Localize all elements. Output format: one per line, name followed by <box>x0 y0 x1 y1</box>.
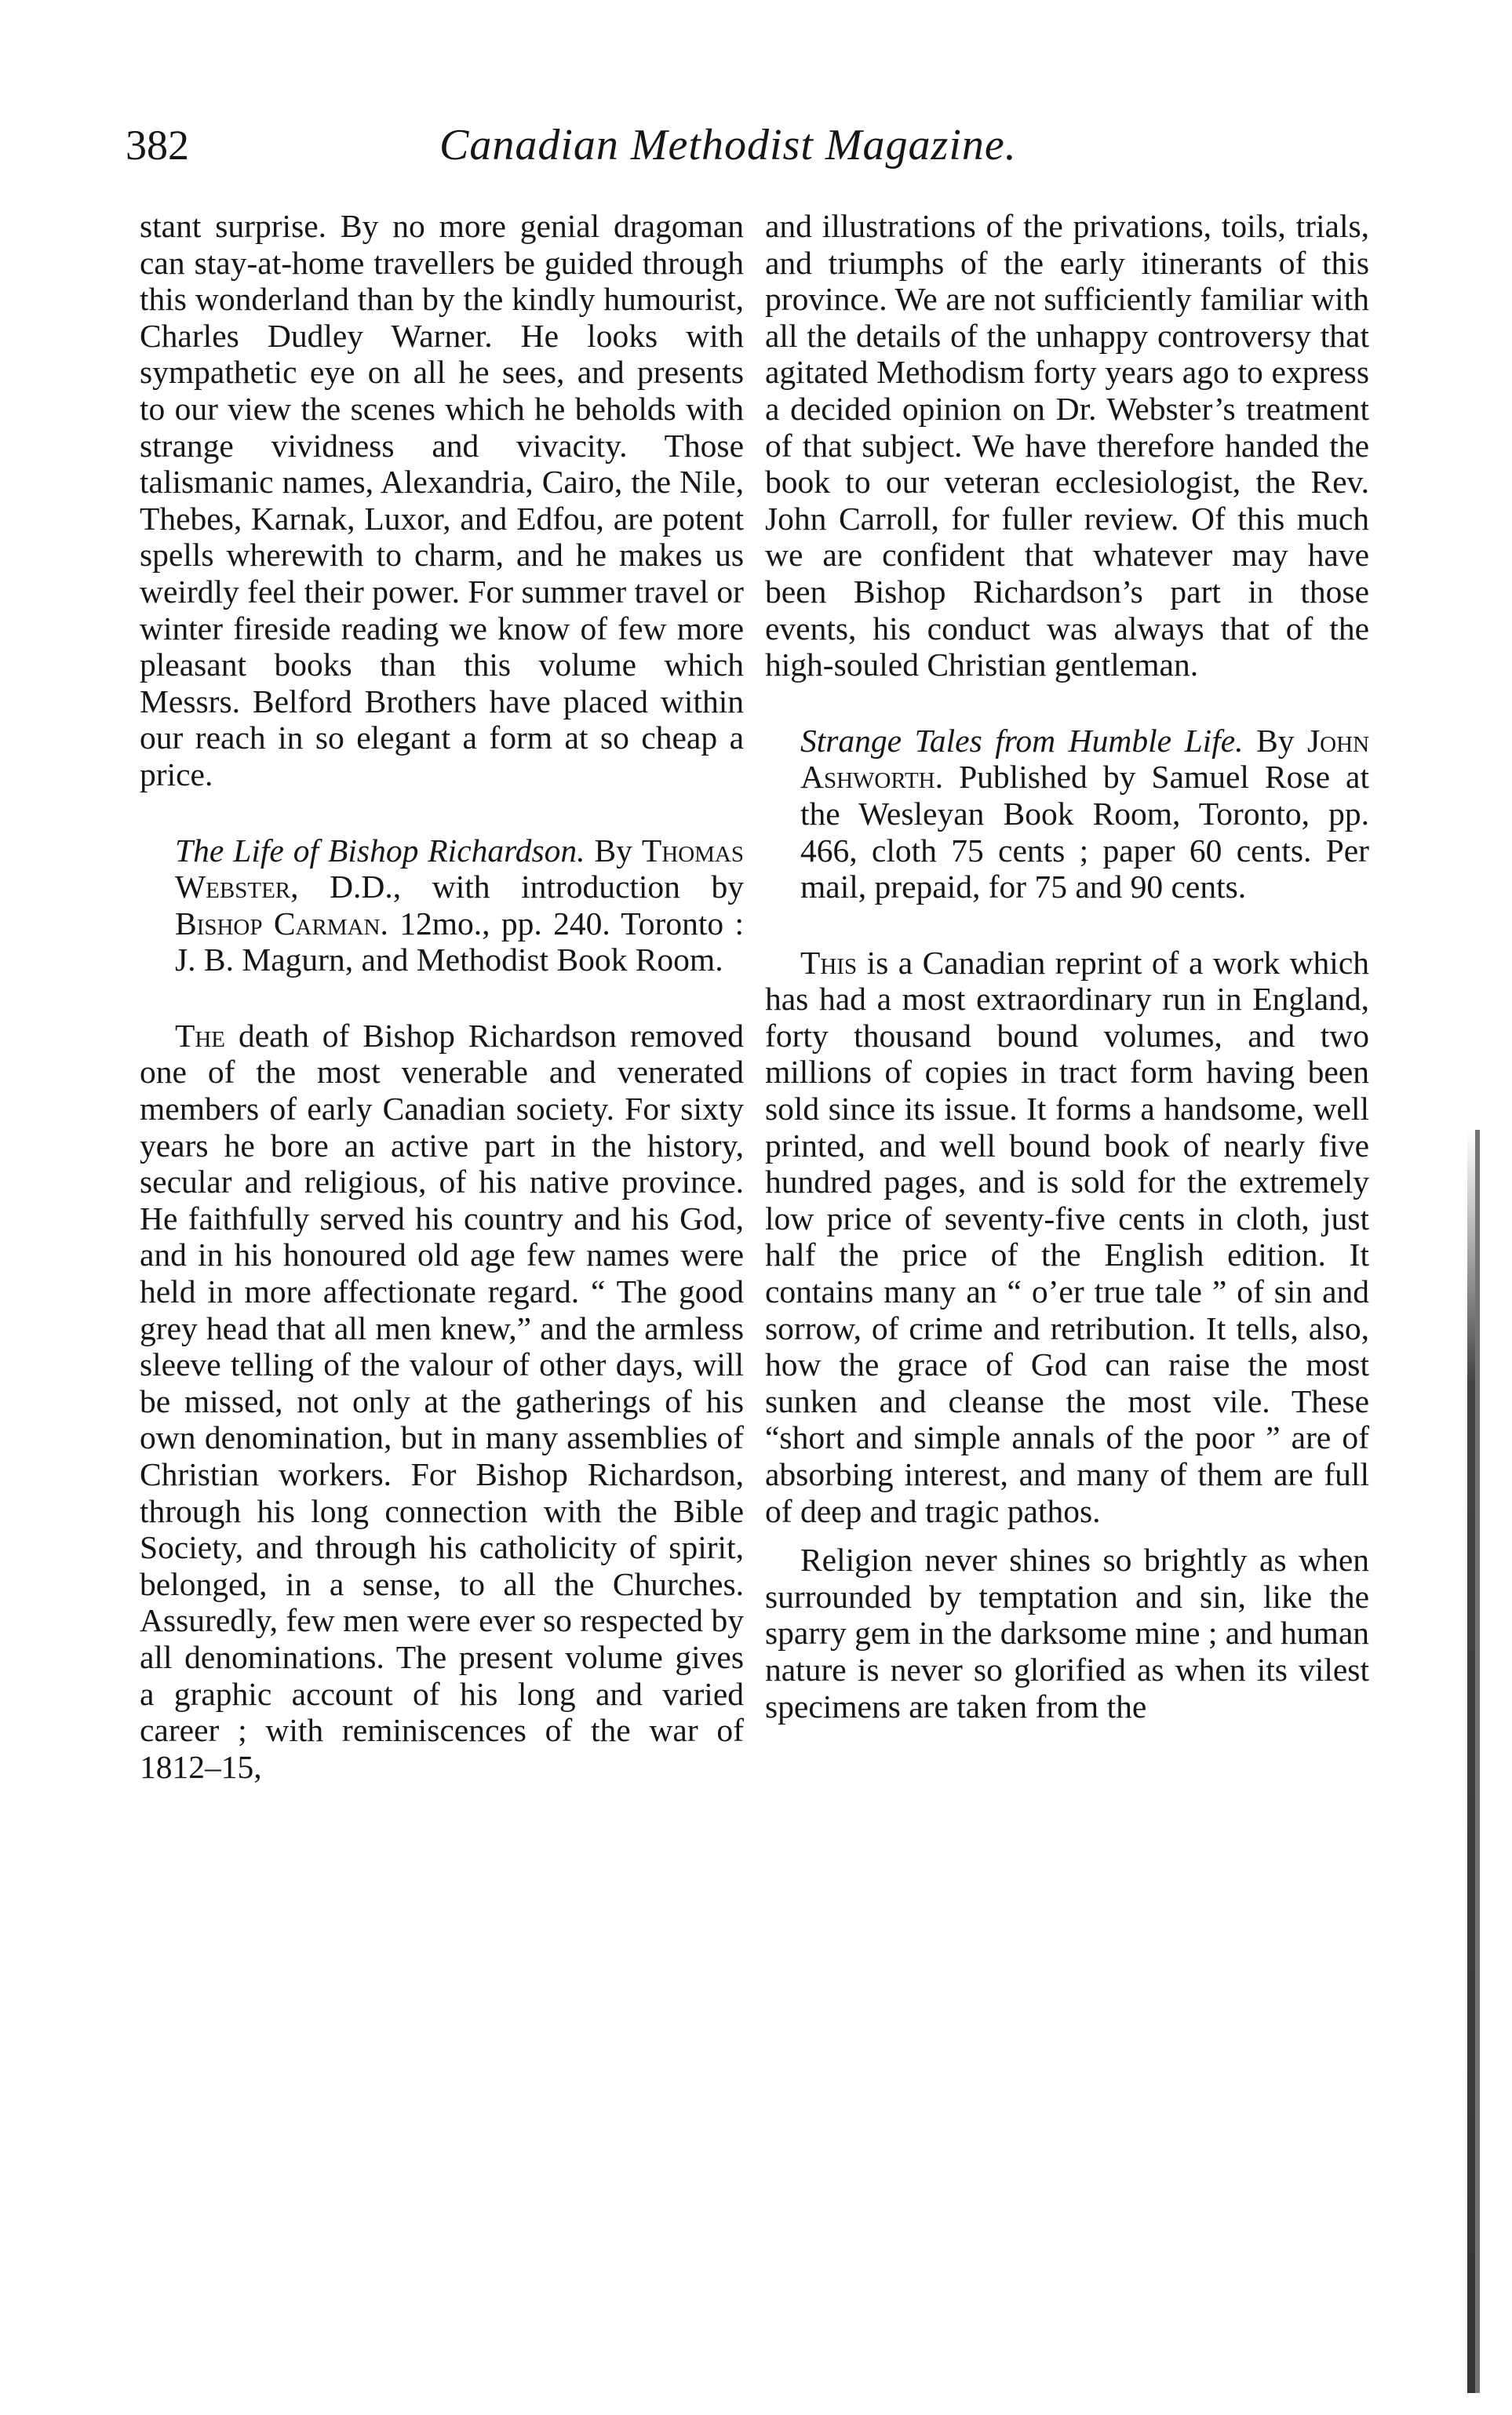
entry-intro-author: Bishop Carman. <box>175 905 388 942</box>
entry-details: 12mo., pp. 240. Toronto : J. B. Magurn, and Methodist Book Room. <box>175 905 744 978</box>
spacer <box>140 793 744 832</box>
review-text: death of Bishop Richardson removed one of the most venerable and venerated members of early Canadian society. For sixty years he bore an active part in the history, secular and religious, of his native province. He faithfully served his country and his God, and in his honoured old age few names were held in more affectionate regard. “ The good grey head that all men knew,” and the armless sleeve telling of the valour of other days, will be missed, not only at the gatherings of his own denomination, but in many assemblies of Christian workers. For Bishop Richardson, through his long connection with the Bible Society, and through his catholicity of spirit, belonged, in a sense, to all the Churches. Assuredly, few men were ever so respected by all denominations. The present volume gives a graphic account of his long and varied career ; with reminiscences of the war of 1812–15, <box>140 1017 745 1785</box>
page-edge-shadow <box>1467 1130 1475 2393</box>
lead-word: The <box>175 1017 226 1054</box>
continued-paragraph: and illustrations of the privations, toils, trials, and triumphs of the early itinerants of this province. We are not sufficiently familiar with all the details of the unhappy controversy that agitated Methodism forty years ago to express a decided opinion on Dr. Webster’s treatment of that subject. We have therefore handed the book to our veteran ecclesiologist, the Rev. John Carroll, for fuller review. Of this much we are confident that whatever may have been Bishop Richardson’s part in those events, his conduct was always that of the high-souled Christian gentleman. <box>765 208 1369 683</box>
book-title: The Life of Bishop Richardson. <box>175 832 585 869</box>
review-paragraph-religion: Religion never shines so brightly as when surrounded by temptation and sin, like the sparry gem in the darksome mine ; and human nature is never so glorified as when its vilest specimens are taken from the <box>765 1542 1369 1725</box>
book-entry-ashworth <box>765 723 1369 905</box>
entry-by: By <box>594 832 632 869</box>
entry-author: John Ashworth. <box>800 722 1370 796</box>
review-text: is a Canadian reprint of a work which has had a most extraordinary run in England, forty thousand bound volumes, and two millions of copies in tract form having been sold since its issue. It forms a handsome, well printed, and well bound book of nearly five hundred pages, and is sold for the extremely low price of seventy-five cents in cloth, just half the price of the English edition. It contains many an “ o’er true tale ” of sin and sorrow, of crime and retribution. It tells, also, how the grace of God can raise the most sunken and cleanse the most vile. These “short and simple annals of the poor ” are of absorbing interest, and many of them are full of deep and tragic pathos. <box>765 944 1370 1529</box>
entry-with: with introduction by <box>432 869 744 905</box>
right-column <box>765 208 1369 1725</box>
book-title: Strange Tales from Humble Life. <box>800 722 1244 759</box>
book-entry-richardson <box>140 832 744 978</box>
magazine-title: Canadian Methodist Magazine. <box>439 121 1017 169</box>
continued-paragraph: stant surprise. By no more genial dragoman can stay-at-home travellers be guided through this wonderland than by the kindly humourist, Charles Dudley Warner. He looks with sympathetic eye on all he sees, and presents to our view the scenes which he beholds with strange vividness and vivacity. Those talismanic names, Alexandria, Cairo, the Nile, Thebes, Karnak, Luxor, and Edfou, are potent spells wherewith to charm, and he makes us weirdly feel their power. For summer travel or winter fireside reading we know of few more pleasant books than this volume which Messrs. Belford Brothers have placed within our reach in so elegant a form at so cheap a price. <box>140 208 744 792</box>
spacer <box>765 905 1369 945</box>
spacer <box>765 683 1369 723</box>
page-number: 382 <box>126 122 189 169</box>
entry-by: By <box>1256 722 1295 759</box>
lead-word: This <box>800 944 858 981</box>
running-head <box>126 118 1350 180</box>
left-column <box>140 208 744 1785</box>
spacer <box>765 1529 1369 1542</box>
entry-author: Thomas Webster, D.D., <box>175 832 744 905</box>
entry-details: Published by Samuel Rose at the Wesleyan Book Room, Toronto, pp. 466, cloth 75 cents ; paper 60 cents. Per mail, prepaid, for 75 and 90 cents. <box>800 759 1370 905</box>
review-paragraph-ashworth <box>765 945 1369 1530</box>
page-edge-shadow <box>1475 1130 1480 2393</box>
review-paragraph-richardson <box>140 1018 744 1785</box>
spacer <box>140 978 744 1018</box>
